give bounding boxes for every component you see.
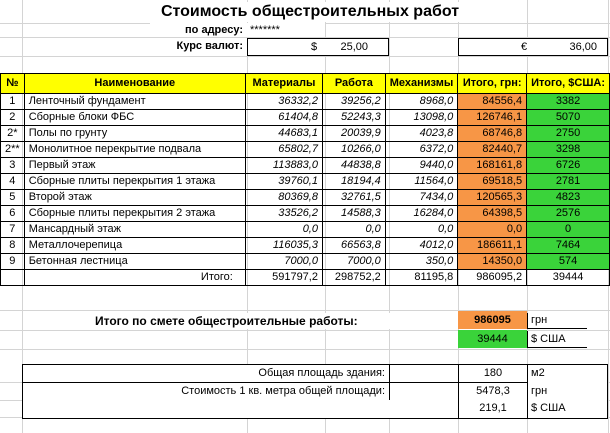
usd-symbol: $	[311, 40, 318, 53]
page-title: Стоимость общестроительных работ	[100, 2, 520, 22]
row-total-usd[interactable]: 7464	[527, 238, 610, 254]
table-row	[1, 126, 610, 142]
row-mechanisms[interactable]: 8968,0	[385, 94, 458, 110]
row-mechanisms[interactable]: 11564,0	[385, 174, 458, 190]
row-materials[interactable]: 36332,2	[245, 94, 322, 110]
row-total-usd[interactable]: 6726	[527, 158, 610, 174]
row-name[interactable]: Полы по грунту	[24, 126, 245, 142]
row-number[interactable]: 8	[1, 238, 25, 254]
col-header-work[interactable]: Работа	[322, 74, 385, 94]
row-materials[interactable]: 39760,1	[245, 174, 322, 190]
summary-usd-value[interactable]: 39444	[458, 330, 527, 348]
row-name[interactable]: Монолитное перекрытие подвала	[24, 142, 245, 158]
row-work[interactable]: 0,0	[322, 222, 385, 238]
col-header-materials[interactable]: Материалы	[245, 74, 322, 94]
table-row	[1, 94, 610, 110]
row-number[interactable]: 9	[1, 254, 25, 270]
row-mechanisms[interactable]: 13098,0	[385, 110, 458, 126]
row-name[interactable]: Второй этаж	[24, 190, 245, 206]
table-row	[1, 158, 610, 174]
col-header-name[interactable]: Наименование	[24, 74, 245, 94]
row-total-usd[interactable]: 2750	[527, 126, 610, 142]
row-total-usd[interactable]: 574	[527, 254, 610, 270]
cost-per-m2-uah[interactable]: 5478,3	[476, 385, 510, 397]
row-total-uah[interactable]: 68746,8	[458, 126, 527, 142]
row-work[interactable]: 14588,3	[322, 206, 385, 222]
area-label: Общая площадь здания:	[258, 367, 385, 379]
row-materials[interactable]: 80369,8	[245, 190, 322, 206]
total-materials[interactable]: 591797,2	[245, 270, 322, 286]
row-name[interactable]: Мансардный этаж	[24, 222, 245, 238]
table-row	[1, 142, 610, 158]
row-total-uah[interactable]: 126746,1	[458, 110, 527, 126]
row-mechanisms[interactable]: 7434,0	[385, 190, 458, 206]
row-name[interactable]: Сборные блоки ФБС	[24, 110, 245, 126]
row-materials[interactable]: 65802,7	[245, 142, 322, 158]
row-mechanisms[interactable]: 4012,0	[385, 238, 458, 254]
summary-usd-unit: $ США	[527, 331, 587, 348]
row-number[interactable]: 2	[1, 110, 25, 126]
table-row	[1, 254, 610, 270]
col-header-total-uah[interactable]: Итого, грн:	[458, 74, 527, 94]
summary-label: Итого по смете общестроительные работы:	[95, 313, 395, 329]
col-header-total-usd[interactable]: Итого, $США:	[527, 74, 610, 94]
eur-rate: 36,00	[569, 40, 597, 53]
row-materials[interactable]: 61404,8	[245, 110, 322, 126]
table-row	[1, 110, 610, 126]
address-value[interactable]: *******	[247, 23, 325, 37]
usd-rate-cell[interactable]	[247, 38, 389, 56]
rates-label: Курс валют:	[150, 38, 247, 55]
row-number[interactable]: 6	[1, 206, 25, 222]
row-name[interactable]: Сборные плиты перекрытия 1 этажа	[24, 174, 245, 190]
row-mechanisms[interactable]: 350,0	[385, 254, 458, 270]
cost-per-m2-usd[interactable]: 219,1	[479, 402, 507, 414]
area-unit: м2	[531, 367, 545, 379]
row-total-uah[interactable]: 120565,3	[458, 190, 527, 206]
row-work[interactable]: 32761,5	[322, 190, 385, 206]
row-total-uah[interactable]: 0,0	[458, 222, 527, 238]
table-row	[1, 174, 610, 190]
row-mechanisms[interactable]: 16284,0	[385, 206, 458, 222]
row-materials[interactable]: 116035,3	[245, 238, 322, 254]
table-row	[1, 238, 610, 254]
usd-rate: 25,00	[340, 40, 368, 53]
row-work[interactable]: 20039,9	[322, 126, 385, 142]
row-number[interactable]: 5	[1, 190, 25, 206]
row-total-uah[interactable]: 82440,7	[458, 142, 527, 158]
row-name[interactable]: Металлочерепица	[24, 238, 245, 254]
row-mechanisms[interactable]: 9440,0	[385, 158, 458, 174]
table-header-row	[1, 74, 610, 94]
gridline	[0, 56, 610, 57]
row-materials[interactable]: 113883,0	[245, 158, 322, 174]
row-total-usd[interactable]: 2576	[527, 206, 610, 222]
address-label: по адресу:	[150, 23, 247, 37]
total-mechanisms[interactable]: 81195,8	[385, 270, 458, 286]
total-uah[interactable]: 986095,2	[458, 270, 527, 286]
row-work[interactable]: 10266,0	[322, 142, 385, 158]
row-total-uah[interactable]: 84556,4	[458, 94, 527, 110]
area-value[interactable]: 180	[483, 367, 503, 379]
area-divider	[22, 382, 527, 383]
row-total-uah[interactable]: 14350,0	[458, 254, 527, 270]
row-number[interactable]: 2**	[1, 142, 25, 158]
row-number[interactable]: 7	[1, 222, 25, 238]
row-total-usd[interactable]: 0	[527, 222, 610, 238]
summary-uah-value[interactable]: 986095	[458, 311, 527, 329]
summary-uah-unit: грн	[527, 313, 587, 329]
row-total-uah[interactable]: 69518,5	[458, 174, 527, 190]
row-name[interactable]: Сборные плиты перекрытия 2 этажа	[24, 206, 245, 222]
col-header-number[interactable]: №	[1, 74, 25, 94]
row-materials[interactable]: 44683,1	[245, 126, 322, 142]
eur-symbol: €	[521, 40, 528, 53]
row-name[interactable]: Бетонная лестница	[24, 254, 245, 270]
col-header-mechanisms[interactable]: Механизмы	[385, 74, 458, 94]
row-materials[interactable]: 7000,0	[245, 254, 322, 270]
row-mechanisms[interactable]: 6372,0	[385, 142, 458, 158]
row-total-usd[interactable]: 4823	[527, 190, 610, 206]
row-total-usd[interactable]: 3382	[527, 94, 610, 110]
row-total-usd[interactable]: 3298	[527, 142, 610, 158]
row-total-usd[interactable]: 5070	[527, 110, 610, 126]
row-work[interactable]: 44838,8	[322, 158, 385, 174]
row-number[interactable]: 4	[1, 174, 25, 190]
row-mechanisms[interactable]: 0,0	[385, 222, 458, 238]
cost-table	[0, 73, 610, 286]
row-work[interactable]: 18194,4	[322, 174, 385, 190]
total-usd[interactable]: 39444	[527, 270, 610, 286]
row-name[interactable]: Первый этаж	[24, 158, 245, 174]
row-number[interactable]: 2*	[1, 126, 25, 142]
row-total-uah[interactable]: 64398,5	[458, 206, 527, 222]
cost-per-m2-uah-unit: грн	[531, 385, 548, 397]
row-work[interactable]: 7000,0	[322, 254, 385, 270]
table-total-row	[1, 270, 610, 286]
area-divider	[389, 364, 390, 400]
row-total-usd[interactable]: 2781	[527, 174, 610, 190]
cost-per-m2-label: Стоимость 1 кв. метра общей площади:	[181, 385, 385, 397]
cost-per-m2-usd-unit: $ США	[531, 402, 566, 414]
gridline	[0, 349, 610, 350]
row-total-uah[interactable]: 168161,8	[458, 158, 527, 174]
row-work[interactable]: 66563,8	[322, 238, 385, 254]
table-row	[1, 190, 610, 206]
row-materials[interactable]: 0,0	[245, 222, 322, 238]
table-row	[1, 222, 610, 238]
row-total-uah[interactable]: 186611,1	[458, 238, 527, 254]
row-materials[interactable]: 33526,2	[245, 206, 322, 222]
total-label[interactable]: Итого:	[24, 270, 245, 286]
row-mechanisms[interactable]: 4023,8	[385, 126, 458, 142]
row-number[interactable]: 3	[1, 158, 25, 174]
row-work[interactable]: 39256,2	[322, 94, 385, 110]
row-name[interactable]: Ленточный фундамент	[24, 94, 245, 110]
row-number[interactable]: 1	[1, 94, 25, 110]
total-work[interactable]: 298752,2	[322, 270, 385, 286]
table-row	[1, 206, 610, 222]
total-blank-cell[interactable]	[1, 270, 25, 286]
eur-rate-cell[interactable]	[458, 38, 608, 56]
row-work[interactable]: 52243,3	[322, 110, 385, 126]
